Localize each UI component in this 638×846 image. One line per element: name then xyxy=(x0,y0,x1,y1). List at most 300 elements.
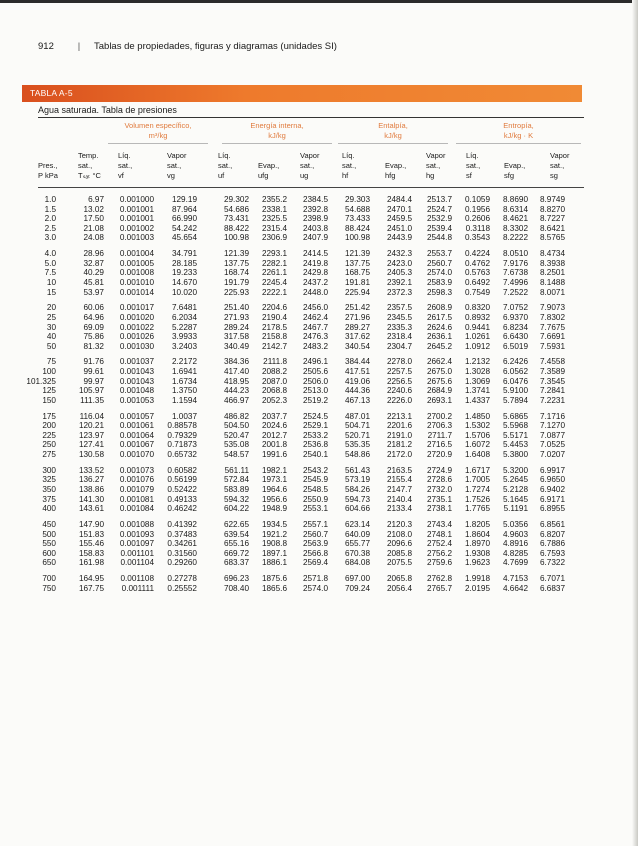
table-cell: 0.34261 xyxy=(167,539,197,549)
table-cell: 2178.5 xyxy=(261,322,287,332)
table-cell: 670.38 xyxy=(344,548,370,558)
table-cell: 2483.2 xyxy=(302,341,328,351)
table-row xyxy=(0,357,565,367)
table-cell: 167.75 xyxy=(78,583,104,593)
table-cell: 2743.4 xyxy=(426,519,452,529)
table-cell: 3.0 xyxy=(44,233,56,243)
table-cell: 6.97 xyxy=(88,195,104,204)
table-cell: 2147.7 xyxy=(386,484,412,494)
table-cell: 2451.0 xyxy=(386,223,412,233)
table-label-banner xyxy=(22,85,582,102)
table-cell: 164.95 xyxy=(78,574,104,584)
table-row xyxy=(0,440,565,450)
table-cell: 64.96 xyxy=(83,312,104,322)
table-cell: 2068.8 xyxy=(261,386,287,396)
table-cell: 0.001001 xyxy=(119,204,154,214)
table-cell: 2459.5 xyxy=(386,214,412,224)
table-cell: 2728.6 xyxy=(426,475,452,485)
table-cell: 1.5302 xyxy=(464,421,490,431)
table-cell: 2213.1 xyxy=(386,411,412,421)
table-cell: 0.27278 xyxy=(167,574,197,584)
table-row xyxy=(0,323,565,333)
table-cell: 0.001026 xyxy=(119,332,154,342)
table-cell: 7.6481 xyxy=(171,303,197,313)
table-cell: 6.8234 xyxy=(502,322,528,332)
table-cell: 2278.0 xyxy=(386,357,412,367)
table-cell: 7.0752 xyxy=(502,303,528,313)
table-cell: 655.77 xyxy=(344,539,370,549)
table-cell: 2496.1 xyxy=(302,357,328,367)
table-cell: 0.001017 xyxy=(119,303,154,313)
table-row xyxy=(0,214,565,224)
table-cell: 8.0071 xyxy=(539,287,565,297)
table-cell: 600 xyxy=(42,548,56,558)
table-cell: 0.2606 xyxy=(464,214,490,224)
table-cell: 4.6642 xyxy=(502,583,528,593)
table-cell: 0.001093 xyxy=(119,529,154,539)
table-cell: 2315.4 xyxy=(261,223,287,233)
table-cell: 0.001070 xyxy=(119,450,154,459)
table-cell: 5.6865 xyxy=(502,411,528,421)
table-cell: 6.8207 xyxy=(539,529,565,539)
table-cell: 147.90 xyxy=(78,519,104,529)
table-cell: 25 xyxy=(46,312,56,322)
table-cell: 1.4337 xyxy=(464,395,490,405)
table-cell: 2245.4 xyxy=(261,277,287,287)
table-row xyxy=(0,475,565,485)
table-cell: 419.06 xyxy=(344,376,370,386)
table-cell: 1.8604 xyxy=(464,529,490,539)
table-cell: 0.60582 xyxy=(167,465,197,475)
table-cell: 2529.1 xyxy=(302,421,328,431)
table-cell: 2398.9 xyxy=(302,214,328,224)
table-cell: 8.7227 xyxy=(539,214,565,224)
table-cell: 2443.9 xyxy=(386,233,412,243)
table-cell: 2345.5 xyxy=(386,312,412,322)
table-cell: 200 xyxy=(42,421,56,431)
table-cell: 6.0476 xyxy=(502,376,528,386)
table-cell: 0.001057 xyxy=(119,411,154,421)
table-row xyxy=(0,386,565,396)
table-cell: 6.8561 xyxy=(539,519,565,529)
col-header-ug: Vapor sat., ug xyxy=(300,151,320,180)
table-cell: 2675.6 xyxy=(426,376,452,386)
table-cell: 0.6492 xyxy=(464,277,490,287)
table-cell: 594.73 xyxy=(344,494,370,504)
table-cell: 4.8285 xyxy=(502,548,528,558)
table-row xyxy=(0,574,565,584)
table-cell: 121.39 xyxy=(344,249,370,259)
table-row xyxy=(0,288,565,298)
table-cell: 10 xyxy=(46,277,56,287)
table-cell: 69.09 xyxy=(83,322,104,332)
table-cell: 1.7765 xyxy=(464,504,490,514)
table-cell: 2560.7 xyxy=(426,258,452,268)
table-cell: 2222.1 xyxy=(261,287,287,297)
table-cell: 1.7005 xyxy=(464,475,490,485)
table-cell: 2762.8 xyxy=(426,574,452,584)
table-cell: 1875.6 xyxy=(261,574,287,584)
table-row xyxy=(0,504,565,514)
group-underline-volume xyxy=(108,143,208,144)
table-cell: 535.08 xyxy=(223,440,249,450)
table-cell: 622.65 xyxy=(223,519,249,529)
table-cell: 696.23 xyxy=(223,574,249,584)
table-cell: 683.37 xyxy=(223,558,249,568)
table-cell: 6.0562 xyxy=(502,367,528,377)
table-cell: 1897.1 xyxy=(261,548,287,558)
table-cell: 127.41 xyxy=(78,440,104,450)
top-rule xyxy=(38,117,584,118)
header-separator: | xyxy=(77,41,81,52)
table-cell: 8.6314 xyxy=(502,204,528,214)
table-cell: 2519.2 xyxy=(302,395,328,405)
table-cell: 2085.8 xyxy=(386,548,412,558)
table-cell: 1.9623 xyxy=(464,558,490,568)
table-cell: 7.0207 xyxy=(539,450,565,459)
table-cell: 486.82 xyxy=(223,411,249,421)
table-cell: 2357.5 xyxy=(386,303,412,313)
table-cell: 45.81 xyxy=(83,277,104,287)
table-cell: 0.9441 xyxy=(464,322,490,332)
table-cell: 709.24 xyxy=(344,583,370,593)
table-cell: 4.0 xyxy=(44,249,56,259)
table-cell: 8.6421 xyxy=(539,223,565,233)
table-cell: 2467.7 xyxy=(302,322,328,332)
group-header-energy: Energía interna, kJ/kg xyxy=(250,121,304,140)
table-cell: 2484.4 xyxy=(386,195,412,204)
table-cell: 1.5 xyxy=(44,204,56,214)
table-cell: 0.001079 xyxy=(119,484,154,494)
table-cell: 20 xyxy=(46,303,56,313)
table-cell: 2548.5 xyxy=(302,484,328,494)
table-cell: 2759.6 xyxy=(426,558,452,568)
table-cell: 116.04 xyxy=(79,411,104,421)
table-cell: 275 xyxy=(42,450,56,459)
table-row xyxy=(0,332,565,342)
table-cell: 2.0 xyxy=(44,214,56,224)
running-title: Tablas de propiedades, figuras y diagramas (unidades SI) xyxy=(94,41,337,52)
table-cell: 2598.3 xyxy=(426,287,452,297)
table-cell: 2392.8 xyxy=(302,204,328,214)
table-cell: 6.7886 xyxy=(539,539,565,549)
table-cell: 8.8270 xyxy=(539,204,565,214)
table-cell: 2574.0 xyxy=(426,268,452,278)
table-cell: 2052.3 xyxy=(261,395,287,405)
table-cell: 583.89 xyxy=(223,484,249,494)
table-cell: 0.41392 xyxy=(167,519,197,529)
table-cell: 168.74 xyxy=(223,268,249,278)
table-cell: 158.83 xyxy=(78,548,104,558)
table-cell: 2392.1 xyxy=(386,277,412,287)
table-cell: 2201.6 xyxy=(386,421,412,431)
table-cell: 1.8970 xyxy=(464,539,490,549)
table-cell: 105.97 xyxy=(78,386,104,396)
table-cell: 75.86 xyxy=(83,332,104,342)
table-cell: 1.6717 xyxy=(464,465,490,475)
table-cell: 6.9650 xyxy=(539,475,565,485)
table-cell: 550 xyxy=(42,539,56,549)
table-cell: 0.4224 xyxy=(464,249,490,259)
table-cell: 5.0 xyxy=(44,258,56,268)
table-cell: 13.02 xyxy=(83,204,104,214)
table-cell: 0.001003 xyxy=(119,233,154,243)
table-cell: 50 xyxy=(46,341,56,351)
table-cell: 6.9370 xyxy=(502,312,528,322)
table-cell: 2140.4 xyxy=(386,494,412,504)
table-cell: 161.98 xyxy=(78,558,104,568)
table-cell: 6.2426 xyxy=(502,357,528,367)
table-cell: 2571.8 xyxy=(302,574,328,584)
page-number: 912 xyxy=(38,41,54,52)
table-cell: 2096.6 xyxy=(386,539,412,549)
table-cell: 75 xyxy=(46,357,56,367)
group-underline-entropy xyxy=(456,143,581,144)
table-cell: 150 xyxy=(42,395,56,405)
table-cell: 1.3069 xyxy=(464,376,490,386)
table-cell: 4.9603 xyxy=(502,529,528,539)
table-cell: 73.433 xyxy=(344,214,370,224)
table-body xyxy=(0,195,565,593)
table-cell: 1991.6 xyxy=(261,450,287,459)
table-cell: 1.6941 xyxy=(171,367,197,377)
table-cell: 1886.1 xyxy=(261,558,287,568)
table-row xyxy=(0,313,565,323)
table-cell: 1956.6 xyxy=(261,494,287,504)
table-cell: 6.9917 xyxy=(539,465,565,475)
table-cell: 0.001005 xyxy=(119,258,154,268)
table-cell: 2569.4 xyxy=(302,558,328,568)
table-cell: 669.72 xyxy=(223,548,249,558)
table-cell: 88.424 xyxy=(344,223,370,233)
table-cell: 2372.3 xyxy=(386,287,412,297)
table-cell: 1.0 xyxy=(44,195,56,204)
table-cell: 0.1059 xyxy=(464,195,490,204)
table-cell: 2732.0 xyxy=(426,484,452,494)
table-cell: 137.75 xyxy=(344,258,370,268)
table-cell: 2306.9 xyxy=(261,233,287,243)
table-cell: 400 xyxy=(42,504,56,514)
table-cell: 100.98 xyxy=(344,233,370,243)
table-row xyxy=(0,233,565,243)
table-cell: 111.35 xyxy=(80,395,104,405)
table-cell: 3.9933 xyxy=(171,332,197,342)
table-cell: 2476.3 xyxy=(302,332,328,342)
table-cell: 0.001037 xyxy=(119,357,154,367)
table-cell: 5.0356 xyxy=(502,519,528,529)
table-cell: 2158.8 xyxy=(261,332,287,342)
saturated-water-table xyxy=(0,195,565,593)
table-cell: 0.001073 xyxy=(119,465,154,475)
table-cell: 0.49133 xyxy=(167,494,197,504)
table-cell: 5.9100 xyxy=(502,386,528,396)
table-cell: 2608.9 xyxy=(426,303,452,313)
table-cell: 191.79 xyxy=(223,277,249,287)
table-cell: 54.686 xyxy=(223,204,249,214)
table-cell: 2414.5 xyxy=(302,249,328,259)
table-cell: 2536.8 xyxy=(302,440,328,450)
table-cell: 1.9918 xyxy=(464,574,490,584)
table-cell: 121.39 xyxy=(223,249,249,259)
table-cell: 0.001002 xyxy=(119,223,154,233)
table-cell: 0.7549 xyxy=(464,287,490,297)
table-cell: 697.00 xyxy=(344,574,370,584)
col-header-hfg: Evap., hfg xyxy=(385,161,407,180)
table-cell: 8.1488 xyxy=(539,277,565,287)
table-cell: 6.5019 xyxy=(502,341,528,351)
table-cell: 2065.8 xyxy=(386,574,412,584)
table-cell: 151.83 xyxy=(78,529,104,539)
page-binding-shadow xyxy=(632,0,638,846)
table-cell: 8.5765 xyxy=(539,233,565,243)
table-cell: 2012.7 xyxy=(261,430,287,440)
table-row xyxy=(0,278,565,288)
table-cell: 1.6408 xyxy=(464,450,490,459)
table-cell: 0.001043 xyxy=(119,376,154,386)
table-cell: 2226.0 xyxy=(386,395,412,405)
table-cell: 2735.1 xyxy=(426,494,452,504)
table-cell: 8.3938 xyxy=(539,258,565,268)
table-row xyxy=(0,195,565,205)
table-cell: 1.3028 xyxy=(464,367,490,377)
table-cell: 143.61 xyxy=(78,504,104,514)
table-cell: 4.7699 xyxy=(502,558,528,568)
table-cell: 1948.9 xyxy=(261,504,287,514)
table-cell: 40 xyxy=(46,332,56,342)
table-cell: 2716.5 xyxy=(426,440,452,450)
col-header-temp: Temp. sat., Tₛₐₜ °C xyxy=(78,151,101,180)
table-cell: 5.2645 xyxy=(502,475,528,485)
table-cell: 561.43 xyxy=(344,465,370,475)
table-cell: 2384.5 xyxy=(302,195,328,204)
table-row xyxy=(0,539,565,549)
table-cell: 2550.9 xyxy=(302,494,328,504)
table-cell: 0.001097 xyxy=(119,539,154,549)
table-cell: 5.7894 xyxy=(502,395,528,405)
group-header-enthalpy: Entalpía, kJ/kg xyxy=(378,121,408,140)
table-cell: 8.2222 xyxy=(502,233,528,243)
table-cell: 7.5931 xyxy=(539,341,565,351)
table-row xyxy=(0,431,565,441)
table-cell: 7.4996 xyxy=(502,277,528,287)
table-cell: 2257.5 xyxy=(386,367,412,377)
table-cell: 0.4762 xyxy=(464,258,490,268)
table-cell: 133.52 xyxy=(78,465,104,475)
table-cell: 623.14 xyxy=(344,519,370,529)
table-cell: 1.7526 xyxy=(464,494,490,504)
table-cell: 1982.1 xyxy=(261,465,287,475)
table-cell: 2.2172 xyxy=(171,357,197,367)
table-cell: 2338.1 xyxy=(261,204,287,214)
table-cell: 19.233 xyxy=(171,268,197,278)
table-cell: 4.7153 xyxy=(502,574,528,584)
table-cell: 0.001010 xyxy=(119,277,154,287)
table-cell: 2037.7 xyxy=(261,411,287,421)
table-cell: 1934.5 xyxy=(261,519,287,529)
table-cell: 5.1191 xyxy=(503,504,528,514)
table-cell: 6.2034 xyxy=(171,312,197,322)
table-row xyxy=(0,249,565,259)
table-cell: 0.001001 xyxy=(119,214,154,224)
table-cell: 10.020 xyxy=(171,287,197,297)
table-cell: 1.7274 xyxy=(464,484,490,494)
table-cell: 2505.6 xyxy=(302,367,328,377)
table-cell: 0.88578 xyxy=(167,421,197,431)
table-cell: 7.9073 xyxy=(539,303,565,313)
table-cell: 2532.9 xyxy=(426,214,452,224)
table-cell: 5.5968 xyxy=(502,421,528,431)
table-cell: 8.4621 xyxy=(502,214,528,224)
table-cell: 125 xyxy=(42,386,56,396)
table-cell: 2513.0 xyxy=(302,386,328,396)
table-cell: 1.0261 xyxy=(464,332,490,342)
col-header-sg: Vapor sat., sg xyxy=(550,151,570,180)
table-cell: 2662.4 xyxy=(426,357,452,367)
table-cell: 2748.1 xyxy=(426,529,452,539)
table-cell: 54.242 xyxy=(171,223,197,233)
table-cell: 2405.3 xyxy=(386,268,412,278)
table-cell: 0.3543 xyxy=(464,233,490,243)
table-row xyxy=(0,303,565,313)
table-cell: 28.185 xyxy=(171,258,197,268)
table-cell: 0.3118 xyxy=(465,223,490,233)
table-cell: 655.16 xyxy=(223,539,249,549)
table-cell: 101.325 xyxy=(26,376,56,386)
table-cell: 2756.2 xyxy=(426,548,452,558)
table-cell: 138.86 xyxy=(78,484,104,494)
table-cell: 572.84 xyxy=(223,475,249,485)
table-cell: 640.09 xyxy=(344,529,370,539)
table-cell: 60.06 xyxy=(83,303,104,313)
running-header xyxy=(38,41,337,52)
table-cell: 2.5 xyxy=(44,223,56,233)
table-cell: 2.0195 xyxy=(464,583,490,593)
table-cell: 137.75 xyxy=(223,258,249,268)
table-cell: 6.9171 xyxy=(539,494,565,504)
table-cell: 5.4453 xyxy=(502,440,528,450)
table-cell: 2539.4 xyxy=(426,223,452,233)
table-row xyxy=(0,530,565,540)
table-cell: 0.71873 xyxy=(167,440,197,450)
table-cell: 6.6430 xyxy=(502,332,528,342)
table-cell: 2540.1 xyxy=(302,450,328,459)
table-cell: 73.431 xyxy=(223,214,249,224)
table-cell: 2711.7 xyxy=(427,430,452,440)
table-cell: 2325.5 xyxy=(261,214,287,224)
table-row xyxy=(0,421,565,431)
table-cell: 4.8916 xyxy=(502,539,528,549)
table-cell: 2462.4 xyxy=(302,312,328,322)
table-cell: 2133.4 xyxy=(386,504,412,514)
table-cell: 417.40 xyxy=(223,367,249,377)
table-cell: 1908.8 xyxy=(261,539,287,549)
table-cell: 561.11 xyxy=(224,465,249,475)
table-cell: 0.001048 xyxy=(119,386,154,396)
table-cell: 2617.5 xyxy=(426,312,452,322)
table-cell: 2566.8 xyxy=(302,548,328,558)
group-underline-enthalpy xyxy=(338,143,448,144)
table-cell: 2355.2 xyxy=(261,195,287,204)
table-cell: 2684.9 xyxy=(426,386,452,396)
table-cell: 684.08 xyxy=(344,558,370,568)
table-cell: 251.42 xyxy=(344,303,370,313)
table-cell: 0.1956 xyxy=(464,204,490,214)
table-row xyxy=(0,412,565,422)
table-cell: 155.46 xyxy=(78,539,104,549)
table-cell: 99.61 xyxy=(83,367,104,377)
table-cell: 2172.0 xyxy=(386,450,412,459)
table-cell: 2056.4 xyxy=(386,583,412,593)
